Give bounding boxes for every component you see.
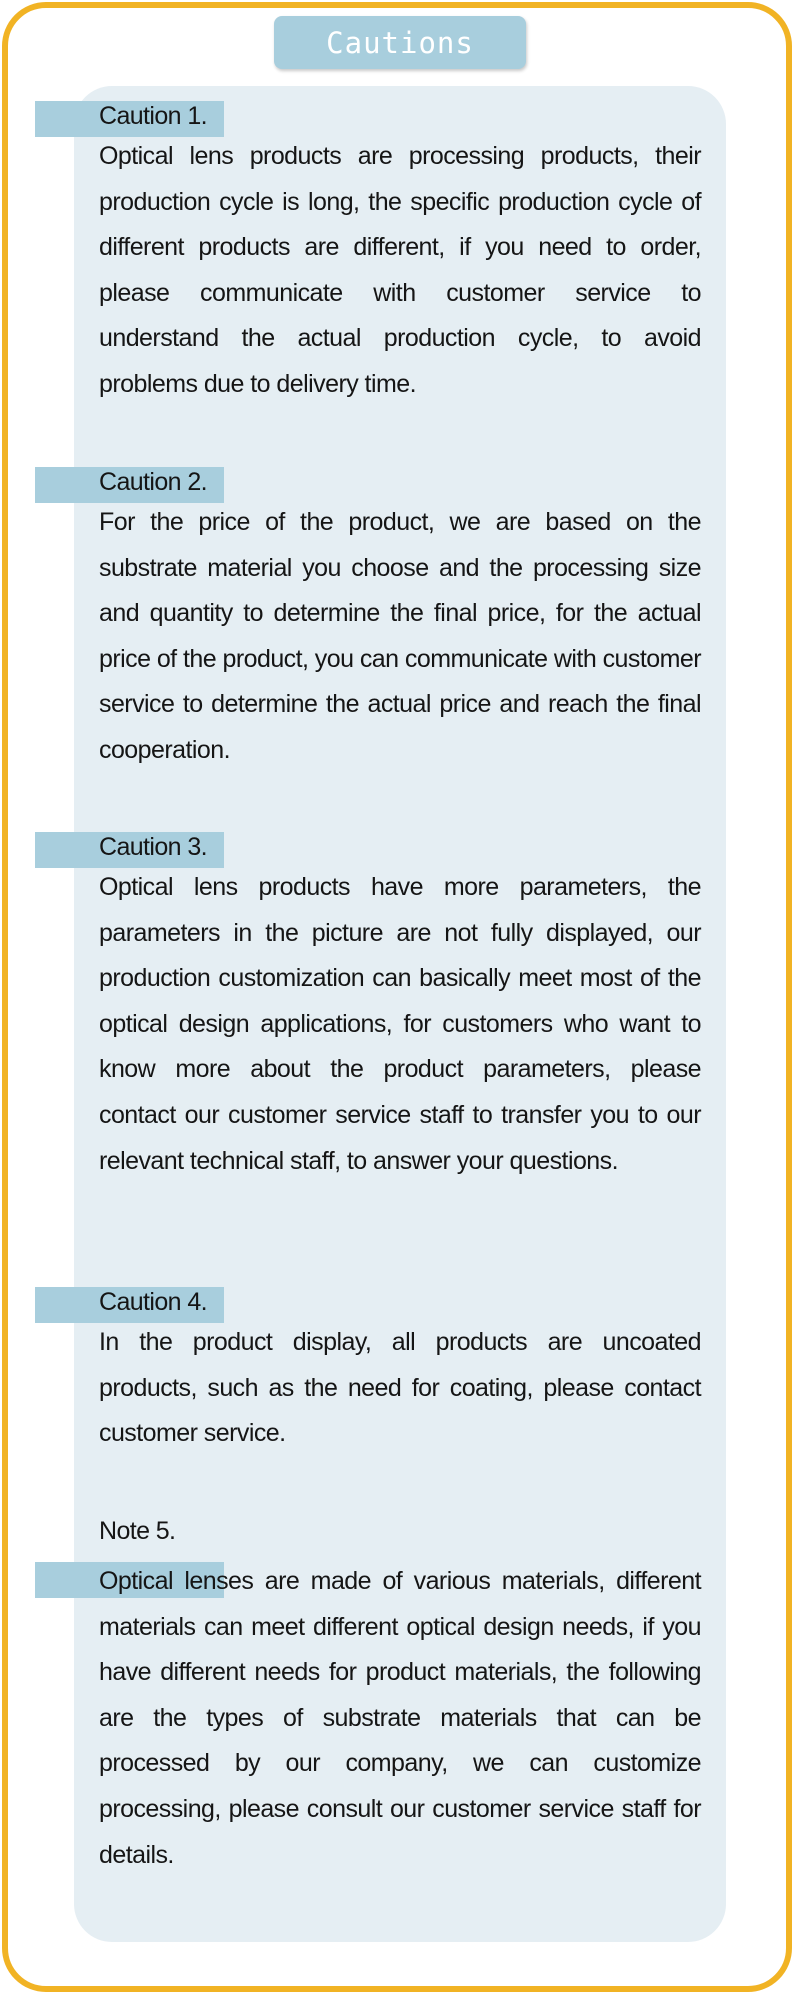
caution-3-text: Optical lens products have more parameters, the parameters in the picture are not fully displayed, our production customization can basically meet most of the optical design applications, for customers who want to know more about the product parameters, please contact our customer service staff to transfer you to our relevant technical staff, to answer your questions. bbox=[99, 873, 701, 1175]
caution-2-heading: Caution 2. bbox=[99, 468, 207, 496]
caution-3-section bbox=[99, 829, 701, 1184]
note-5-section bbox=[99, 1513, 701, 1878]
note-5-heading: Note 5. bbox=[99, 1517, 176, 1545]
caution-1-section bbox=[99, 98, 701, 408]
caution-1-heading: Caution 1. bbox=[99, 102, 207, 130]
caution-4-section bbox=[99, 1284, 701, 1457]
caution-1-text: Optical lens products are processing products, their production cycle is long, the specific production cycle of different products are different, if you need to order, please communicate with customer service to understand the actual production cycle, to avoid problems due to delivery time. bbox=[99, 142, 701, 398]
caution-2-text: For the price of the product, we are based on the substrate material you choose and the processing size and quantity to determine the final price, for the actual price of the product, you can communicate with customer service to determine the actual price and reach the final cooperation. bbox=[99, 508, 701, 764]
note-5-text: Optical lenses are made of various materials, different materials can meet different optical design needs, if you have different needs for product materials, the following are the types of substrate materials that can be processed by our company, we can customize processing, please consult our customer service staff for details. bbox=[99, 1567, 701, 1869]
caution-4-text: In the product display, all products are uncoated products, such as the need for coating, please contact customer service. bbox=[99, 1328, 701, 1448]
caution-4-heading: Caution 4. bbox=[99, 1288, 207, 1316]
caution-3-heading: Caution 3. bbox=[99, 833, 207, 861]
caution-2-section bbox=[99, 464, 701, 774]
cautions-title: Cautions bbox=[274, 16, 526, 69]
